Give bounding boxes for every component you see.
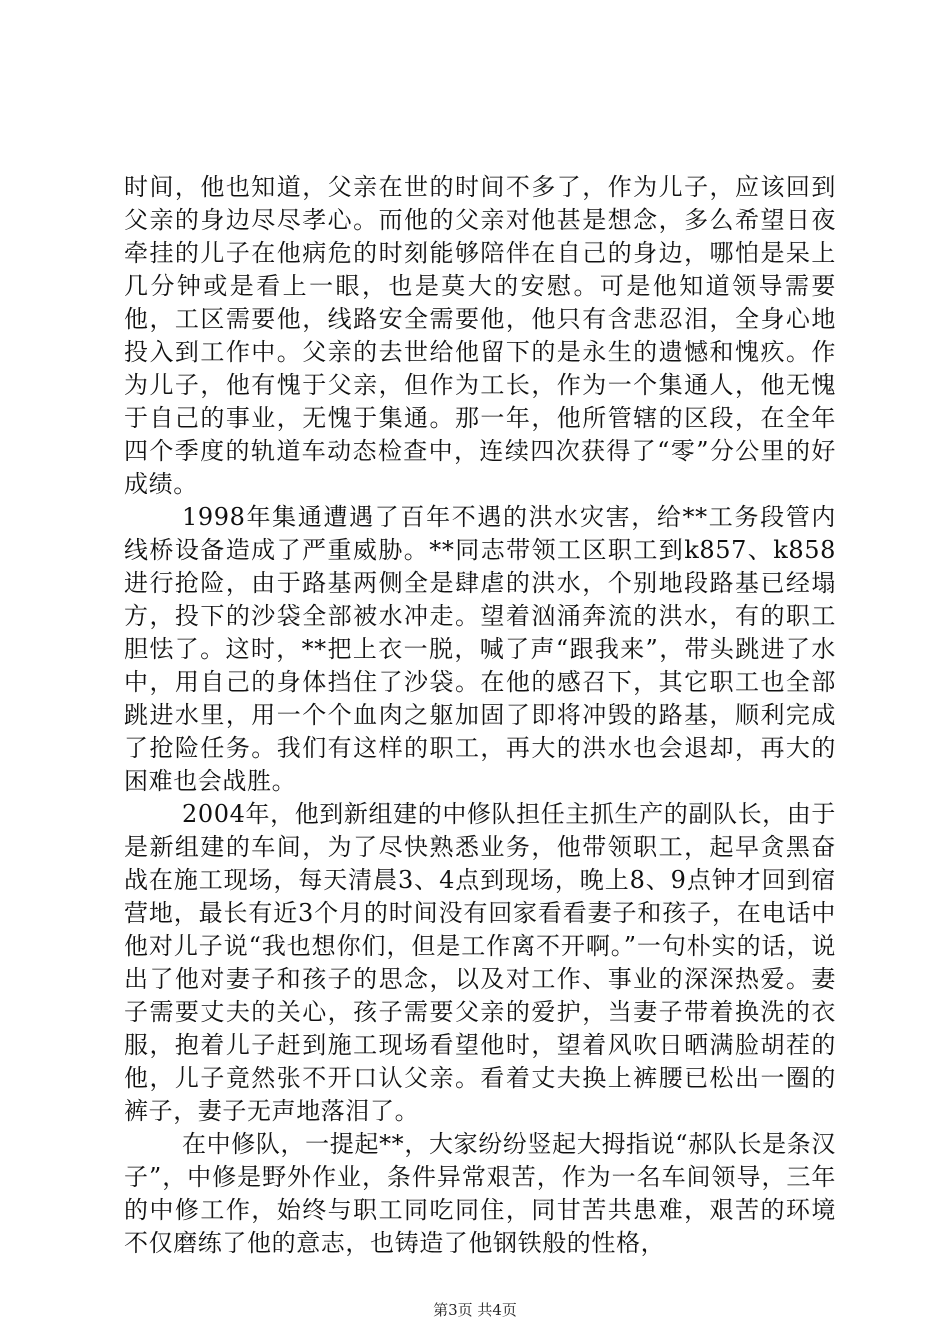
paragraph-flood-1998: 1998年集通遭遇了百年不遇的洪水灾害，给**工务段管内线桥设备造成了严重威胁。**同志带领工区职工到k857、k858进行抢险，由于路基两侧全是肆虐的洪水，个别地段路基已经塌方，投下的沙袋全部被水冲走。望着汹涌奔流的洪水，有的职工胆怯了。这时，**把上衣一脱，喊了声“跟我来”，带头跳进了水中，用自己的身体挡住了沙袋。在他的感召下，其它职工也全部跳进水里，用一个个血肉之躯加固了即将冲毁的路基，顺利完成了抢险任务。我们有这样的职工，再大的洪水也会退却，再大的困难也会战胜。 bbox=[124, 503, 836, 795]
page-footer: 第3页 共4页 bbox=[433, 1301, 517, 1319]
paragraph-father: 时间，他也知道，父亲在世的时间不多了，作为儿子，应该回到父亲的身边尽尽孝心。而他的父亲对他甚是想念，多么希望日夜牵挂的儿子在他病危的时刻能够陪伴在自己的身边，哪怕是呆上几分钟或是看上一眼，也是莫大的安慰。可是他知道领导需要他，工区需要他，线路安全需要他，他只有含悲忍泪，全身心地投入到工作中。父亲的去世给他留下的是永生的遗憾和愧疚。作为儿子，他有愧于父亲，但作为工长，作为一个集通人，他无愧于自己的事业，无愧于集通。那一年，他所管辖的区段，在全年四个季度的轨道车动态检查中，连续四次获得了“零”分公里的好成绩。 bbox=[124, 173, 836, 498]
paragraph-repair-team-2004: 2004年，他到新组建的中修队担任主抓生产的副队长，由于是新组建的车间，为了尽快熟悉业务，他带领职工，起早贪黑奋战在施工现场，每天清晨3、4点到现场，晚上8、9点钟才回到宿营地，最长有近3个月的时间没有回家看看妻子和孩子，在电话中他对儿子说“我也想你们，但是工作离不开啊。”一句朴实的话，说出了他对妻子和孩子的思念，以及对工作、事业的深深热爱。妻子需要丈夫的关心，孩子需要父亲的爱护，当妻子带着换洗的衣服，抱着儿子赶到施工现场看望他时，望着风吹日晒满脸胡茬的他，儿子竟然张不开口认父亲。看着丈夫换上裤腰已松出一圈的裤子，妻子无声地落泪了。 bbox=[124, 800, 836, 1125]
body-text bbox=[124, 171, 836, 1260]
paragraph-team-leader: 在中修队，一提起**，大家纷纷竖起大拇指说“郝队长是条汉子”，中修是野外作业，条件异常艰苦，作为一名车间领导，三年的中修工作，始终与职工同吃同住，同甘苦共患难，艰苦的环境不仅磨练了他的意志，也铸造了他钢铁般的性格， bbox=[124, 1130, 836, 1257]
